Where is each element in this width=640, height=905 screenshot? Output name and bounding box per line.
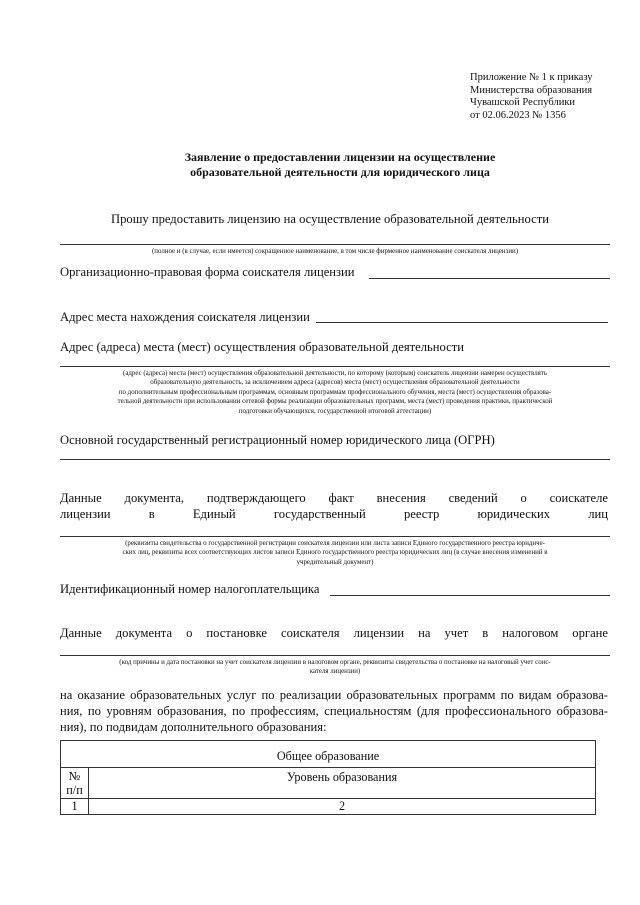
appendix-line-3: Чувашской Республики: [470, 97, 576, 108]
request-text: Прошу предоставить лицензию на осуществление образовательной деятельности: [111, 212, 549, 226]
document-title: [90, 150, 590, 180]
col-num-header: [61, 768, 89, 799]
appendix-reference: [470, 72, 593, 122]
appendix-line-4: от 02.06.2023 № 1356: [470, 109, 566, 121]
title-line-2: образовательной деятельности для юридического лица: [190, 165, 490, 179]
applicant-name-caption: (полное и (в случае, если имеется) сокращенное наименование, в том числе фирменное наименование соискателя лицензии): [152, 248, 518, 255]
tax-label: Данные документа о постановке соискателя лицензии на учет в налоговом органе: [60, 626, 608, 640]
egrul-line-1: Данные документа, подтверждающего факт внесения сведений о соискателе: [60, 491, 608, 505]
caption-tax-line-1: (код причины и дата постановки на учет соискателя лицензии в налоговом органе, реквизиты свидетельства о постановке на налоговый учет соис-: [119, 659, 551, 666]
table-section-row: [61, 741, 596, 768]
egrul-line-2: лицензии в Единый государственный реестр юридических лиц: [60, 507, 608, 521]
activity-address-field[interactable]: [60, 366, 610, 367]
table-header-row: [61, 768, 596, 799]
tax-caption: [60, 658, 610, 677]
location-field[interactable]: [316, 322, 608, 323]
col-level-index: 2: [89, 799, 596, 815]
title-line-1: Заявление о предоставлении лицензии на осуществление: [184, 150, 496, 164]
activity-address-label: Адрес (адреса) места (мест) осуществления образовательной деятельности: [60, 340, 464, 354]
caption-address-line-3: по дополнительным профессиональным программам, основным программам профессионального обучения, места (мест) осуществления образова-: [118, 388, 552, 396]
caption-egrul-line-1: (реквизиты свидетельства о государственной регистрации соискателя лицензии или листа записи Единого государственного реестра юридиче-: [125, 540, 545, 547]
caption-egrul-line-2: ских лиц, реквизиты всех соответствующих листов записи Единого государственного реестра юридических лиц (в случае внесения изменений в: [122, 549, 548, 557]
inn-label: Идентификационный номер налогоплательщика: [60, 582, 320, 596]
services-line-2: ния, по уровням образования, по профессиям, специальностям (для профессионального образова-: [60, 704, 608, 718]
caption-tax-line-2: кателя лицензии): [309, 668, 361, 676]
col-num-index: 1: [61, 799, 89, 815]
services-line-1: на оказание образовательных услуг по реализации образовательных программ по видам образова-: [60, 688, 608, 702]
col-num-header-line-2: п/п: [66, 783, 83, 797]
table-section-title: Общее образование: [61, 741, 596, 768]
caption-address-line-5: подготовки обучающихся, государственной итоговой аттестации): [238, 407, 432, 415]
services-paragraph: [60, 687, 608, 736]
org-form-label: Организационно-правовая форма соискателя лицензии: [60, 265, 355, 279]
ogrn-field[interactable]: [60, 459, 610, 460]
applicant-name-field[interactable]: [60, 244, 610, 245]
caption-address-line-4: тельной деятельности при использовании сетевой формы реализации образовательных программ, места (мест) проведения практики, практической: [117, 398, 553, 406]
caption-address-line-1: (адрес (адреса) места (мест) осуществления образовательной деятельности, по которому (которым) соискатель лицензии намерен осуществлять: [123, 370, 547, 377]
caption-egrul-line-3: учредительный документ): [296, 558, 374, 566]
tax-field[interactable]: [60, 655, 610, 656]
egrul-field[interactable]: [60, 536, 610, 537]
caption-address-line-2: образовательную деятельность, за исключением адреса (адресов) места (мест) осуществления образовательной деятельности: [150, 379, 520, 387]
inn-field[interactable]: [330, 595, 610, 596]
table-index-row: [61, 799, 596, 815]
appendix-line-1: Приложение № 1 к приказу: [470, 72, 593, 83]
col-level-header: Уровень образования: [89, 768, 596, 799]
education-table: [60, 740, 596, 815]
ogrn-label: Основной государственный регистрационный номер юридического лица (ОГРН): [60, 433, 495, 447]
org-form-field[interactable]: [369, 278, 610, 279]
activity-address-caption: [60, 369, 610, 416]
appendix-line-2: Министерства образования: [470, 84, 593, 96]
location-label: Адрес места нахождения соискателя лицензии: [60, 310, 310, 324]
services-line-3: ния), по подвидам дополнительного образования:: [60, 720, 327, 734]
col-num-header-line-1: №: [68, 769, 81, 783]
egrul-caption: [60, 539, 610, 567]
